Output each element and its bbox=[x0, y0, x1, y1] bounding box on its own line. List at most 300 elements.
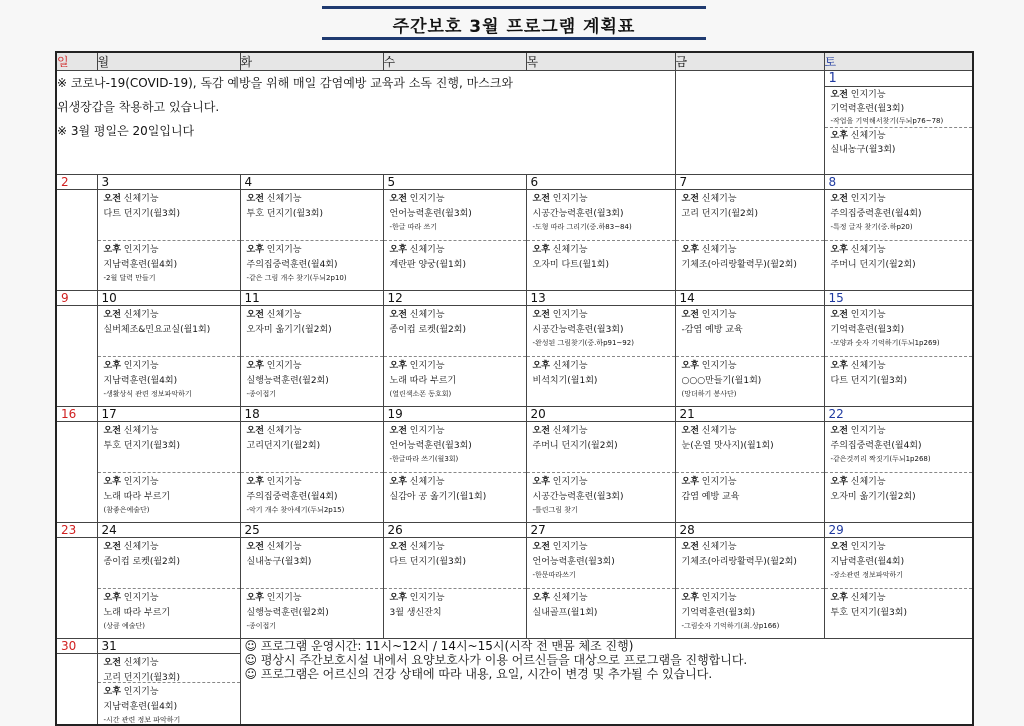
pm-block-type: 인지기능 bbox=[552, 477, 588, 487]
am-block-head bbox=[104, 540, 236, 555]
sunday-blank-cell bbox=[56, 422, 97, 523]
am-block bbox=[527, 306, 675, 356]
pm-block-label: 오후 bbox=[389, 593, 407, 603]
day-cell bbox=[824, 190, 973, 291]
am-block-program: 다트 던지기(월3회) bbox=[103, 209, 180, 219]
pm-block-head bbox=[390, 359, 522, 374]
am-block-label: 오전 bbox=[681, 542, 699, 552]
pm-block bbox=[241, 356, 383, 406]
am-block-program: 기억력훈련(월3회) bbox=[830, 325, 905, 335]
am-block-type: 인지기능 bbox=[850, 542, 886, 552]
am-block-head bbox=[247, 308, 379, 323]
am-block-program: 투호 던지기(월3회) bbox=[246, 209, 323, 219]
pm-block bbox=[825, 127, 973, 157]
am-block-head bbox=[104, 656, 236, 671]
pm-block-program: 노래 따라 부르기 bbox=[103, 608, 171, 618]
am-block bbox=[825, 422, 973, 472]
am-block-note: -한문따라쓰기 bbox=[532, 571, 576, 579]
pm-block-type: 신체기능 bbox=[850, 245, 886, 255]
pm-block-head bbox=[533, 359, 671, 374]
am-block-note: -장소관련 정보파악하기 bbox=[830, 571, 903, 579]
am-block-type: 신체기능 bbox=[123, 542, 159, 552]
am-block bbox=[676, 422, 824, 472]
am-block-label: 오전 bbox=[532, 194, 550, 204]
week-5-number-row bbox=[56, 523, 973, 538]
day-number: 19 bbox=[383, 407, 526, 422]
pm-block-note: (열린색소폰 동호회) bbox=[389, 390, 452, 398]
am-block bbox=[384, 538, 526, 588]
pm-block-head bbox=[104, 243, 236, 258]
pm-block-type: 인지기능 bbox=[266, 245, 302, 255]
day-number: 26 bbox=[383, 523, 526, 538]
title-bottom-rule bbox=[322, 37, 706, 40]
pm-block-head bbox=[247, 359, 379, 374]
am-block-type: 인지기능 bbox=[850, 426, 886, 436]
am-block-program: 실버체조&민요교실(월1회) bbox=[103, 325, 211, 335]
pm-block-program: 투호 던지기(월3회) bbox=[830, 608, 907, 618]
day-cell bbox=[97, 306, 240, 407]
am-block-head bbox=[247, 424, 379, 439]
pm-block-program: 실행능력훈련(월2회) bbox=[246, 376, 329, 386]
day-cell bbox=[526, 422, 675, 523]
day-number: 4 bbox=[240, 175, 383, 190]
sunday-number: 9 bbox=[56, 291, 97, 306]
pm-block bbox=[676, 472, 824, 522]
schedule-table bbox=[55, 51, 974, 726]
day-number: 22 bbox=[824, 407, 973, 422]
am-block bbox=[241, 190, 383, 240]
am-block-type: 신체기능 bbox=[123, 194, 159, 204]
pm-block-head bbox=[682, 359, 820, 374]
week-5-content-row bbox=[56, 538, 973, 639]
day-number: 10 bbox=[97, 291, 240, 306]
day-cell bbox=[526, 306, 675, 407]
am-block-type: 인지기능 bbox=[409, 194, 445, 204]
pm-block-program: 기체조(아리랑활력무)(월2회) bbox=[681, 260, 797, 270]
day-number: 27 bbox=[526, 523, 675, 538]
am-block bbox=[98, 306, 240, 356]
header-tue: 화 bbox=[240, 52, 383, 71]
pm-block-label: 오후 bbox=[681, 593, 699, 603]
am-block-note: -한글따라 쓰기(월3회) bbox=[389, 455, 459, 463]
am-block bbox=[98, 538, 240, 588]
header-sat: 토 bbox=[824, 52, 973, 71]
am-block-head bbox=[533, 540, 671, 555]
day-cell-1 bbox=[824, 71, 973, 175]
pm-block-head bbox=[247, 475, 379, 490]
header-row bbox=[56, 52, 973, 71]
am-block-head bbox=[831, 540, 969, 555]
am-block-note: -완성된 그림찾기(중.하p91~92) bbox=[532, 339, 634, 347]
am-block-type: 신체기능 bbox=[266, 194, 302, 204]
day-cell bbox=[97, 190, 240, 291]
header-sun: 일 bbox=[56, 52, 97, 71]
pm-block-program: 실감아 공 옮기기(월1회) bbox=[389, 492, 487, 502]
day-cell bbox=[240, 190, 383, 291]
am-block-type: 신체기능 bbox=[552, 426, 588, 436]
day-cell bbox=[824, 306, 973, 407]
am-block bbox=[384, 422, 526, 472]
pm-block-head bbox=[682, 243, 820, 258]
am-block bbox=[527, 190, 675, 240]
pm-block bbox=[676, 588, 824, 638]
pm-block bbox=[98, 588, 240, 638]
am-block bbox=[98, 654, 240, 682]
am-type: 신체기능 bbox=[123, 658, 159, 668]
pm-block-program: 노래 따라 부르기 bbox=[103, 492, 171, 502]
am-block bbox=[825, 87, 973, 127]
am-block-type: 신체기능 bbox=[266, 310, 302, 320]
day-number: 8 bbox=[824, 175, 973, 190]
am-block-head bbox=[831, 308, 969, 323]
am-block bbox=[98, 422, 240, 472]
pm-block-type: 인지기능 bbox=[266, 361, 302, 371]
am-block-head bbox=[390, 424, 522, 439]
sunday-blank-cell bbox=[56, 654, 97, 726]
pm-block-program: 실행능력훈련(월2회) bbox=[246, 608, 329, 618]
pm-block-label: 오후 bbox=[532, 593, 550, 603]
am-block-note: -한글 따라 쓰기 bbox=[389, 223, 438, 231]
week-3-number-row bbox=[56, 291, 973, 306]
am-block-type: 신체기능 bbox=[409, 310, 445, 320]
page-title: 주간보호 3월 프로그램 계획표 bbox=[392, 17, 636, 37]
am-block-head bbox=[831, 192, 969, 207]
day-number: 14 bbox=[675, 291, 824, 306]
pm-block-label: 오후 bbox=[681, 477, 699, 487]
pm-block bbox=[384, 356, 526, 406]
sunday-number: 2 bbox=[56, 175, 97, 190]
pm-block-program: 지남력훈련(월4회) bbox=[103, 376, 178, 386]
pm-block-head bbox=[682, 591, 820, 606]
day-number: 13 bbox=[526, 291, 675, 306]
footer-line-1: ☺ 프로그램 운영시간: 11시~12시 / 14시~15시(시작 전 맨몸 체조 진행) bbox=[244, 639, 634, 653]
pm-block-type: 인지기능 bbox=[123, 477, 159, 487]
am-block-program: 주의집중력훈련(월4회) bbox=[830, 441, 922, 451]
am-block bbox=[825, 306, 973, 356]
am-block-label: 오전 bbox=[103, 542, 121, 552]
am-label: 오전 bbox=[103, 658, 121, 668]
am-block-program: 고리 던지기(월2회) bbox=[681, 209, 758, 219]
pm-block-program: 3월 생신잔치 bbox=[389, 608, 442, 618]
notice-line-3: ※ 3월 평일은 20일입니다 bbox=[57, 124, 195, 138]
pm-label: 오후 bbox=[830, 131, 848, 141]
pm-block bbox=[241, 588, 383, 638]
am-block bbox=[241, 306, 383, 356]
day-cell bbox=[383, 422, 526, 523]
day-cell bbox=[824, 538, 973, 639]
pm-block-type: 신체기능 bbox=[701, 245, 737, 255]
am-block-head bbox=[682, 540, 820, 555]
pm-block-note: -종이접기 bbox=[246, 622, 277, 630]
day-cell bbox=[97, 422, 240, 523]
pm-block bbox=[527, 588, 675, 638]
header-thu: 목 bbox=[526, 52, 675, 71]
blank-fri-cell bbox=[675, 71, 824, 175]
day-cell bbox=[675, 538, 824, 639]
day-cell bbox=[526, 538, 675, 639]
pm-block-head bbox=[247, 243, 379, 258]
am-block-head bbox=[104, 192, 236, 207]
am-block bbox=[676, 190, 824, 240]
am-program: 고리 던지기(월3회) bbox=[103, 673, 180, 683]
pm-block-label: 오후 bbox=[103, 593, 121, 603]
pm-block-type: 인지기능 bbox=[123, 593, 159, 603]
am-block-label: 오전 bbox=[389, 542, 407, 552]
pm-block-program: 노래 따라 부르기 bbox=[389, 376, 457, 386]
am-type: 인지기능 bbox=[850, 90, 886, 100]
pm-block-label: 오후 bbox=[389, 477, 407, 487]
am-block-type: 인지기능 bbox=[552, 194, 588, 204]
pm-block-head bbox=[390, 591, 522, 606]
day-number: 24 bbox=[97, 523, 240, 538]
pm-block-type: 신체기능 bbox=[552, 361, 588, 371]
title-block bbox=[322, 6, 706, 40]
pm-label: 오후 bbox=[103, 687, 121, 697]
pm-block bbox=[527, 472, 675, 522]
pm-type: 인지기능 bbox=[123, 687, 159, 697]
pm-block-note: -생활상식 관련 정보파악하기 bbox=[103, 390, 192, 398]
footer-line-2: ☺ 평상시 주간보호시설 내에서 요양보호사가 이용 어르신들을 대상으로 프로그램을 진행합니다. bbox=[244, 653, 748, 667]
pm-program: 실내농구(월3회) bbox=[830, 145, 896, 155]
pm-block-note: -2월 달력 만들기 bbox=[103, 274, 156, 282]
pm-block-head bbox=[682, 475, 820, 490]
am-block-type: 인지기능 bbox=[552, 310, 588, 320]
pm-block-program: 오자미 다트(월1회) bbox=[532, 260, 609, 270]
pm-block bbox=[98, 682, 240, 724]
day-number: 6 bbox=[526, 175, 675, 190]
am-block-head bbox=[247, 540, 379, 555]
am-block-label: 오전 bbox=[681, 310, 699, 320]
day-cell bbox=[383, 306, 526, 407]
day-number: 25 bbox=[240, 523, 383, 538]
pm-block-label: 오후 bbox=[830, 245, 848, 255]
am-block-label: 오전 bbox=[532, 310, 550, 320]
pm-block bbox=[241, 472, 383, 522]
am-block bbox=[825, 538, 973, 588]
pm-block-type: 인지기능 bbox=[123, 245, 159, 255]
title-top-rule bbox=[322, 6, 706, 9]
pm-note: -시간 관련 정보 파악하기 bbox=[103, 716, 181, 724]
day-number: 7 bbox=[675, 175, 824, 190]
am-block-head bbox=[390, 192, 522, 207]
pm-block-head bbox=[831, 359, 969, 374]
day-cell bbox=[675, 422, 824, 523]
am-block-label: 오전 bbox=[389, 426, 407, 436]
pm-block-program: ○○○만들기(월1회) bbox=[681, 376, 762, 386]
am-block-head bbox=[104, 424, 236, 439]
pm-block-type: 신체기능 bbox=[409, 477, 445, 487]
pm-block-head bbox=[831, 243, 969, 258]
pm-block bbox=[825, 472, 973, 522]
day-cell bbox=[97, 538, 240, 639]
header-wed: 수 bbox=[383, 52, 526, 71]
notice-line-2: 위생장갑을 착용하고 있습니다. bbox=[57, 100, 220, 114]
am-block bbox=[825, 190, 973, 240]
am-block-label: 오전 bbox=[246, 426, 264, 436]
am-block-type: 신체기능 bbox=[701, 542, 737, 552]
am-block-label: 오전 bbox=[246, 542, 264, 552]
pm-block-program: 시공간능력훈련(월3회) bbox=[532, 492, 624, 502]
am-block-type: 신체기능 bbox=[701, 426, 737, 436]
pm-block-head bbox=[533, 591, 671, 606]
am-block-label: 오전 bbox=[532, 426, 550, 436]
pm-block-note: -종이접기 bbox=[246, 390, 277, 398]
day-cell bbox=[240, 422, 383, 523]
pm-block bbox=[241, 240, 383, 290]
pm-block-note: -그림숫자 기억하기(최.상p166) bbox=[681, 622, 780, 630]
pm-block bbox=[384, 472, 526, 522]
footer-line-3: ☺ 프로그램은 어르신의 건강 상태에 따라 내용, 요일, 시간이 변경 및 추가될 수 있습니다. bbox=[244, 667, 713, 681]
pm-block-program: 비석치기(월1회) bbox=[532, 376, 598, 386]
pm-block-note: (망더하기 봉사단) bbox=[681, 390, 737, 398]
am-block-head bbox=[831, 424, 969, 439]
pm-block-type: 신체기능 bbox=[850, 361, 886, 371]
pm-block-program: 주의집중력훈련(월4회) bbox=[246, 260, 338, 270]
am-block-program: 시공간능력훈련(월3회) bbox=[532, 209, 624, 219]
pm-block-type: 인지기능 bbox=[701, 593, 737, 603]
am-block-label: 오전 bbox=[532, 542, 550, 552]
am-block bbox=[676, 538, 824, 588]
am-block-label: 오전 bbox=[830, 310, 848, 320]
footer-notes bbox=[240, 639, 973, 726]
day-number: 21 bbox=[675, 407, 824, 422]
day-number: 17 bbox=[97, 407, 240, 422]
am-block-program: 주머니 던지기(월2회) bbox=[532, 441, 618, 451]
am-block-head bbox=[247, 192, 379, 207]
day-cell bbox=[383, 538, 526, 639]
am-block-type: 신체기능 bbox=[701, 194, 737, 204]
pm-block-head bbox=[104, 685, 236, 700]
pm-type: 신체기능 bbox=[850, 131, 886, 141]
pm-block bbox=[676, 240, 824, 290]
pm-block-label: 오후 bbox=[246, 245, 264, 255]
pm-block-label: 오후 bbox=[532, 361, 550, 371]
pm-block bbox=[527, 356, 675, 406]
pm-block-program: 지남력훈련(월4회) bbox=[103, 260, 178, 270]
pm-block-type: 인지기능 bbox=[409, 593, 445, 603]
am-block-program: 기체조(아리랑활력무)(월2회) bbox=[681, 557, 797, 567]
pm-block-program: 오자미 옮기기(월2회) bbox=[830, 492, 916, 502]
pm-block bbox=[98, 356, 240, 406]
am-block-program: 시공간능력훈련(월3회) bbox=[532, 325, 624, 335]
pm-block-note: -같은 그림 개수 찾기(두뇌2p10) bbox=[246, 274, 347, 282]
pm-block-note: (상큼 예술단) bbox=[103, 622, 145, 630]
am-block-label: 오전 bbox=[103, 310, 121, 320]
sunday-number: 23 bbox=[56, 523, 97, 538]
am-block-type: 신체기능 bbox=[266, 542, 302, 552]
am-block-program: 오자미 옮기기(월2회) bbox=[246, 325, 332, 335]
pm-block-head bbox=[247, 591, 379, 606]
pm-block bbox=[98, 240, 240, 290]
am-block-program: 종이컵 로켓(월2회) bbox=[103, 557, 180, 567]
week-6-number-row bbox=[56, 639, 973, 654]
pm-block-label: 오후 bbox=[681, 245, 699, 255]
day-cell bbox=[383, 190, 526, 291]
am-block-program: 언어능력훈련(월3회) bbox=[389, 441, 472, 451]
pm-block-label: 오후 bbox=[830, 593, 848, 603]
week-2-number-row bbox=[56, 175, 973, 190]
am-block-note: -도형 따라 그리기(중.하83~84) bbox=[532, 223, 632, 231]
am-block bbox=[676, 306, 824, 356]
pm-block bbox=[527, 240, 675, 290]
am-block-note: -모양과 숫자 기억하기(두뇌1p269) bbox=[830, 339, 940, 347]
am-block-program: 실내농구(월3회) bbox=[246, 557, 312, 567]
am-block-program: 언어능력훈련(월3회) bbox=[389, 209, 472, 219]
day-number: 28 bbox=[675, 523, 824, 538]
pm-block-label: 오후 bbox=[246, 477, 264, 487]
pm-block bbox=[825, 588, 973, 638]
am-block-head bbox=[390, 540, 522, 555]
sunday-number: 16 bbox=[56, 407, 97, 422]
pm-block-label: 오후 bbox=[389, 361, 407, 371]
pm-block-head bbox=[831, 591, 969, 606]
pm-block bbox=[384, 240, 526, 290]
pm-block-program: 주머니 던지기(월2회) bbox=[830, 260, 916, 270]
am-block-program: 언어능력훈련(월3회) bbox=[532, 557, 615, 567]
pm-block bbox=[98, 472, 240, 522]
pm-block bbox=[825, 356, 973, 406]
pm-block-type: 인지기능 bbox=[701, 361, 737, 371]
pm-block-label: 오후 bbox=[532, 245, 550, 255]
day-number: 15 bbox=[824, 291, 973, 306]
am-block-program: 다트 던지기(월3회) bbox=[389, 557, 466, 567]
am-block-label: 오전 bbox=[389, 310, 407, 320]
pm-block-label: 오후 bbox=[532, 477, 550, 487]
pm-block-note: -악기 개수 찾아세기(두뇌2p15) bbox=[246, 506, 345, 514]
pm-block-program: 다트 던지기(월3회) bbox=[830, 376, 907, 386]
day-cell bbox=[240, 538, 383, 639]
am-block bbox=[527, 422, 675, 472]
day-cell bbox=[675, 190, 824, 291]
header-mon: 월 bbox=[97, 52, 240, 71]
pm-block-program: 주의집중력훈련(월4회) bbox=[246, 492, 338, 502]
am-block-head bbox=[533, 308, 671, 323]
am-block-program: 고리던지기(월2회) bbox=[246, 441, 321, 451]
pm-block bbox=[384, 588, 526, 638]
am-block-label: 오전 bbox=[681, 426, 699, 436]
am-block-type: 신체기능 bbox=[123, 310, 159, 320]
day-number: 29 bbox=[824, 523, 973, 538]
pm-block-head bbox=[831, 475, 969, 490]
am-block bbox=[241, 422, 383, 472]
header-fri: 금 bbox=[675, 52, 824, 71]
sunday-blank-cell bbox=[56, 306, 97, 407]
am-block-type: 인지기능 bbox=[552, 542, 588, 552]
am-block-label: 오전 bbox=[103, 194, 121, 204]
pm-block-head bbox=[104, 475, 236, 490]
pm-block-label: 오후 bbox=[389, 245, 407, 255]
pm-block-head bbox=[104, 359, 236, 374]
am-block-label: 오전 bbox=[389, 194, 407, 204]
pm-block-type: 인지기능 bbox=[409, 361, 445, 371]
pm-block-type: 인지기능 bbox=[266, 477, 302, 487]
pm-block bbox=[825, 240, 973, 290]
pm-block-program: 실내골프(월1회) bbox=[532, 608, 598, 618]
am-block-program: 눈(온열 맛사지)(월1회) bbox=[681, 441, 774, 451]
sunday-blank-cell bbox=[56, 190, 97, 291]
sunday-blank-cell bbox=[56, 538, 97, 639]
pm-block-label: 오후 bbox=[830, 361, 848, 371]
notice-line-1: ※ 코로나-19(COVID-19), 독감 예방을 위해 매일 감염예방 교육과 소독 진행, 마스크와 bbox=[57, 76, 513, 90]
day-cell bbox=[675, 306, 824, 407]
am-program: 기억력훈련(월3회) bbox=[830, 104, 905, 114]
day-number: 11 bbox=[240, 291, 383, 306]
am-block-label: 오전 bbox=[246, 194, 264, 204]
day-number: 20 bbox=[526, 407, 675, 422]
am-label: 오전 bbox=[830, 90, 848, 100]
am-block-head bbox=[682, 424, 820, 439]
am-block-label: 오전 bbox=[246, 310, 264, 320]
